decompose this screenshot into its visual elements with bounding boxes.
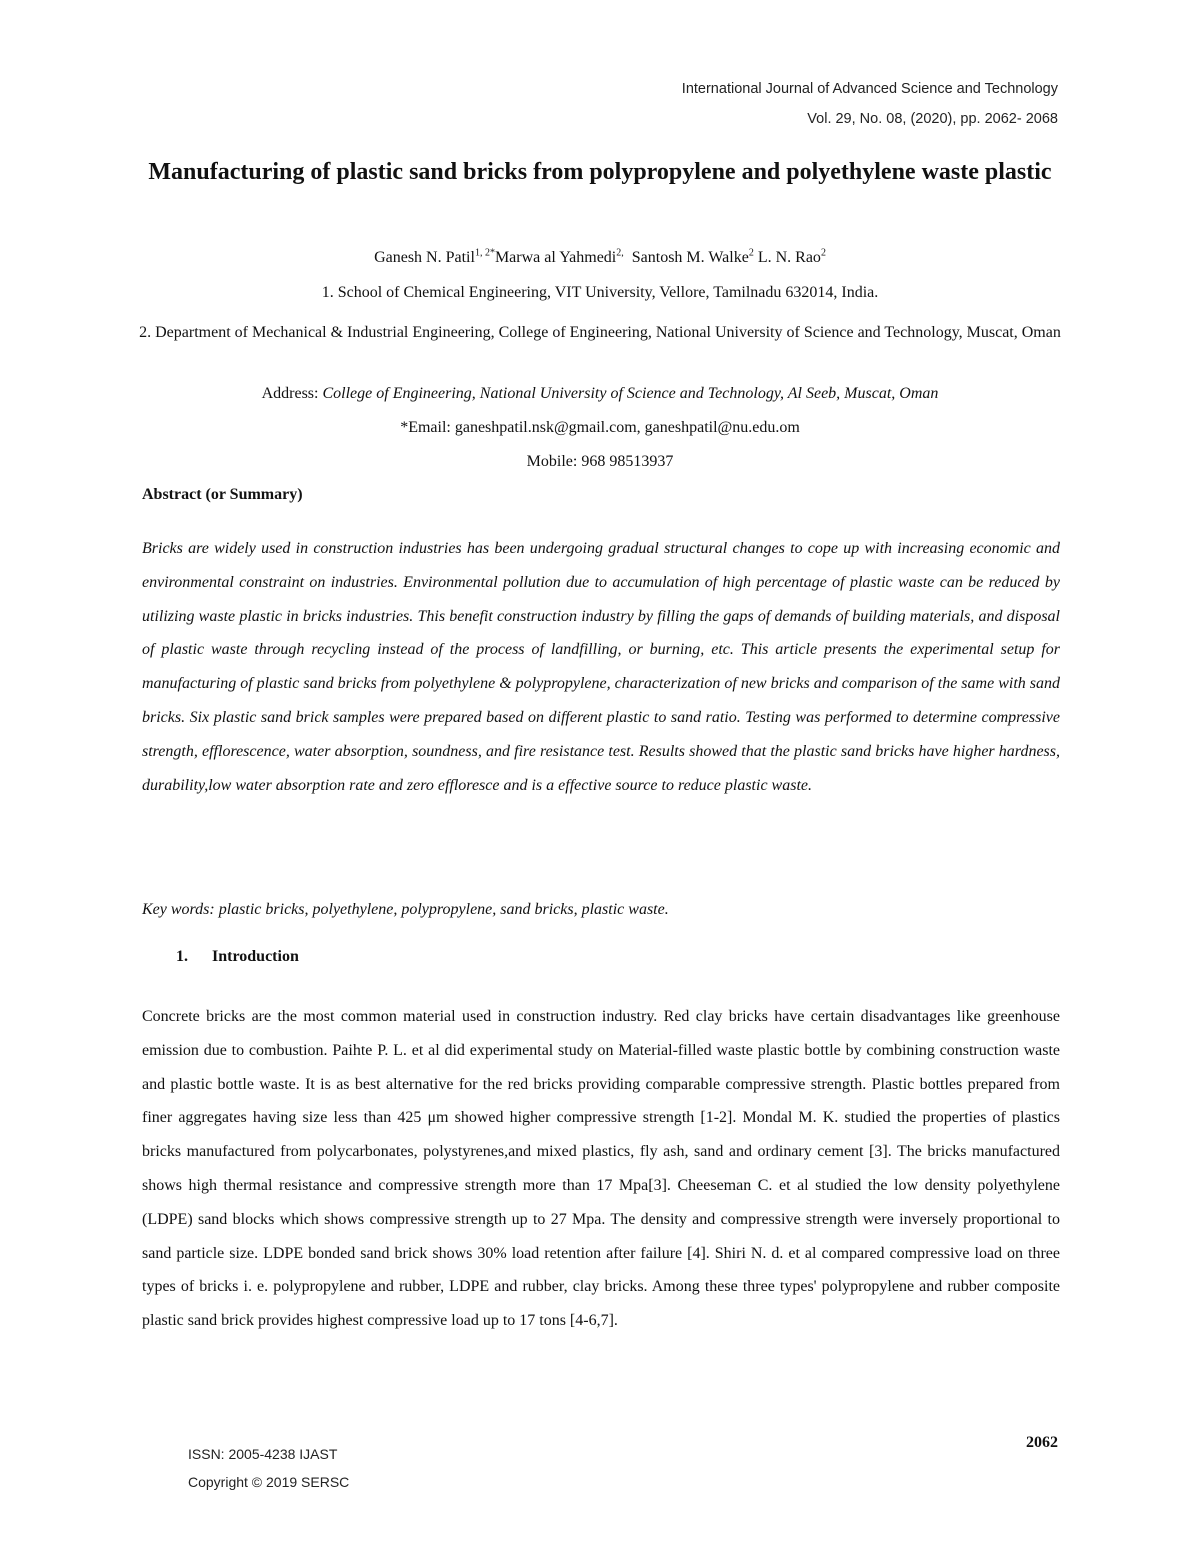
introduction-body: Concrete bricks are the most common material used in construction industry. Red clay bricks have certain disadvantages like greenhouse emission due to combustion. Paihte P. L. et al did experimental study on Material-filled waste plastic bottle by combining construction waste and plastic bottle waste. It is as best alternative for the red bricks providing comparable compressive strength. Plastic bottles prepared from finer aggregates having size less than 425 μm showed higher compressive strength [1-2]. Mondal M. K. studied the properties of plastics bricks manufactured from polycarbonates, polystyrenes,and mixed plastics, fly ash, sand and ordinary cement [3]. The bricks manufactured shows high thermal resistance and compressive strength more than 17 Mpa[3]. Cheeseman C. et al studied the low density polyethylene (LDPE) sand blocks which shows compressive strength up to 27 Mpa. The density and compressive strength were inversely proportional to sand particle size. LDPE bonded sand brick shows 30% load retention after failure [4]. Shiri N. d. et al compared compressive load on three types of bricks i. e. polypropylene and rubber, LDPE and rubber, clay bricks. Among these three types' polypropylene and rubber composite plastic sand brick provides highest compressive load up to 17 tons [4-6,7]. <box>142 1008 1060 1330</box>
volume-info: Vol. 29, No. 08, (2020), pp. 2062- 2068 <box>807 111 1058 127</box>
page-number: 2062 <box>1026 1434 1058 1451</box>
author-name: Ganesh N. Patil <box>374 249 475 266</box>
email-line: *Email: ganeshpatil.nsk@gmail.com, ganeshpatil@nu.edu.om <box>400 419 800 436</box>
author-affiliation-mark: 2, <box>616 247 624 259</box>
author-name: Marwa al Yahmedi <box>494 249 617 266</box>
paper-title: Manufacturing of plastic sand bricks from polypropylene and polyethylene waste plastic <box>148 159 1052 185</box>
copyright-line: Copyright © 2019 SERSC <box>188 1474 350 1490</box>
issn-line: ISSN: 2005-4238 IJAST <box>188 1446 338 1462</box>
address-value: College of Engineering, National University of Science and Technology, Al Seeb, Muscat, Oman <box>322 385 939 402</box>
author-affiliation-mark: 2 <box>820 247 826 259</box>
journal-name: International Journal of Advanced Science and Technology <box>681 81 1058 97</box>
author-affiliation-mark: 1, 2* <box>474 247 495 259</box>
page-footer <box>188 1440 349 1496</box>
running-head <box>682 74 1058 134</box>
author-name: Santosh M. Walke <box>631 249 749 266</box>
affiliation-2: 2. Department of Mechanical & Industrial Engineering, College of Engineering, National University of Science and Technology, Muscat, Oman <box>139 324 1061 341</box>
author-affiliation-mark: 2 <box>748 247 754 259</box>
section-number: 1. <box>176 948 188 965</box>
address-label: Address: <box>261 385 323 402</box>
abstract-heading: Abstract (or Summary) <box>142 486 303 503</box>
author-name: L. N. Rao <box>757 249 821 266</box>
address-line <box>130 384 1070 404</box>
mobile-line: Mobile: 968 98513937 <box>526 453 674 470</box>
section-heading-introduction <box>176 948 299 966</box>
abstract-body: Bricks are widely used in construction industries has been undergoing gradual structural changes to cope up with increasing economic and environmental constraint on industries. Environmental pollution due to accumulation of high percentage of plastic waste can be reduced by utilizing waste plastic in bricks industries. This benefit construction industry by filling the gaps of demands of building materials, and disposal of plastic waste through recycling instead of the process of landfilling, or burning, etc. This article presents the experimental setup for manufacturing of plastic sand bricks from polyethylene & polypropylene, characterization of new bricks and comparison of the same with sand bricks. Six plastic sand brick samples were prepared based on different plastic to sand ratio. Testing was performed to determine compressive strength, efflorescence, water absorption, soundness, and fire resistance test. Results showed that the plastic sand bricks have higher hardness, durability,low water absorption rate and zero effloresce and is a effective source to reduce plastic waste. <box>142 540 1060 794</box>
affiliation-1: 1. School of Chemical Engineering, VIT University, Vellore, Tamilnadu 632014, India. <box>321 284 879 301</box>
section-title: Introduction <box>212 948 299 965</box>
author-list <box>130 248 1070 268</box>
keywords-line: Key words: plastic bricks, polyethylene, polypropylene, sand bricks, plastic waste. <box>142 901 669 918</box>
